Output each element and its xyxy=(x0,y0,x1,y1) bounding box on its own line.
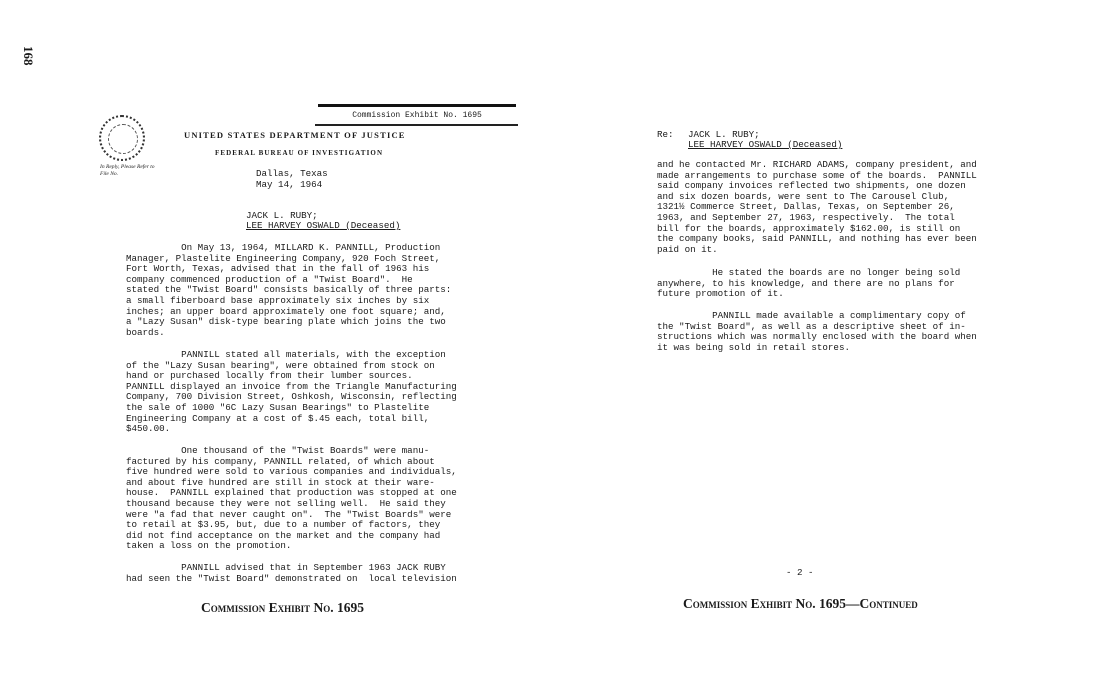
department-heading: UNITED STATES DEPARTMENT OF JUSTICE xyxy=(184,130,406,140)
re-label: Re: xyxy=(657,129,674,140)
left-caption: Commission Exhibit No. 1695 xyxy=(201,600,365,615)
body-paragraph-4: PANNILL advised that in September 1963 JACK RUBY had seen the "Twist Board" demonstrated on local television xyxy=(126,562,457,584)
body-paragraph-1: and he contacted Mr. RICHARD ADAMS, company president, and made arrangements to purchase some of the boards. PANNILL said company invoices reflected two shipments, one dozen and six dozen boards, were sent to The Carousel Club, 1321½ Commerce Street, Dallas, Texas, on September 26, 1963, and September 27, 1963, respectively. The total bill for the boards, approximately $162.00, is still on the company books, said PANNILL, and nothing has ever been paid on it. xyxy=(657,159,977,255)
doj-seal-icon xyxy=(99,115,145,161)
body-paragraph-1: On May 13, 1964, MILLARD K. PANNILL, Production Manager, Plastelite Engineering Company, 920 Foch Street, Fort Worth, Texas, advised that in the fall of 1963 his company commenced production of a "Twist Board". He stated the "Twist Board" consists basically of three parts: a small fiberboard base approximately six inches by six inches; an upper board approximately one foot square; and, a "Lazy Susan" disk-type bearing plate which joins the two boards. xyxy=(126,242,452,338)
place-date: Dallas, Texas May 14, 1964 xyxy=(256,168,328,190)
subject-line-2: LEE HARVEY OSWALD (Deceased) xyxy=(246,220,401,231)
page-number: 168 xyxy=(21,46,36,66)
reply-note: In Reply, Please Refer to File No. xyxy=(100,164,155,177)
exhibit-stamp: Commission Exhibit No. 1695 xyxy=(318,104,516,120)
bureau-heading: FEDERAL BUREAU OF INVESTIGATION xyxy=(215,149,384,157)
body-paragraph-2: PANNILL stated all materials, with the exception of the "Lazy Susan bearing", were obtained from stock on hand or purchased locally from their lumber sources. PANNILL displayed an invoice from the Triangle Manufacturing Company, 700 Division Street, Oshkosh, Wisconsin, reflecting the sale of 1000 "6C Lazy Susan Bearings" to Plastelite Engineering Company at a cost of $.45 each, total bill, $450.00. xyxy=(126,349,457,435)
subject-line-1: JACK L. RUBY; xyxy=(246,210,318,221)
re-line-1: JACK L. RUBY; xyxy=(688,129,760,140)
body-paragraph-3: One thousand of the "Twist Boards" were manu- factured by his company, PANNILL related, of which about five hundred were sold to various companies and individuals, and about five hundred are still in stock at their ware- house. PANNILL explained that production was stopped at one thousand because they were not selling well. He said they were "a fad that never caught on". The "Twist Boards" were to retail at $3.95, but, due to a number of factors, they did not find acceptance on the market and the company had taken a loss on the promotion. xyxy=(126,445,457,552)
body-paragraph-2: He stated the boards are no longer being sold anywhere, to his knowledge, and there are no plans for future promotion of it. xyxy=(657,267,961,300)
exhibit-stamp-bar xyxy=(315,124,518,126)
page-marker: - 2 - xyxy=(786,567,814,578)
body-paragraph-3: PANNILL made available a complimentary copy of the "Twist Board", as well as a descriptive sheet of in- structions which was normally enclosed with the board when it was being sold in retail stores. xyxy=(657,310,977,353)
right-caption: Commission Exhibit No. 1695—Continued xyxy=(683,596,918,611)
re-line-2: LEE HARVEY OSWALD (Deceased) xyxy=(688,139,843,150)
